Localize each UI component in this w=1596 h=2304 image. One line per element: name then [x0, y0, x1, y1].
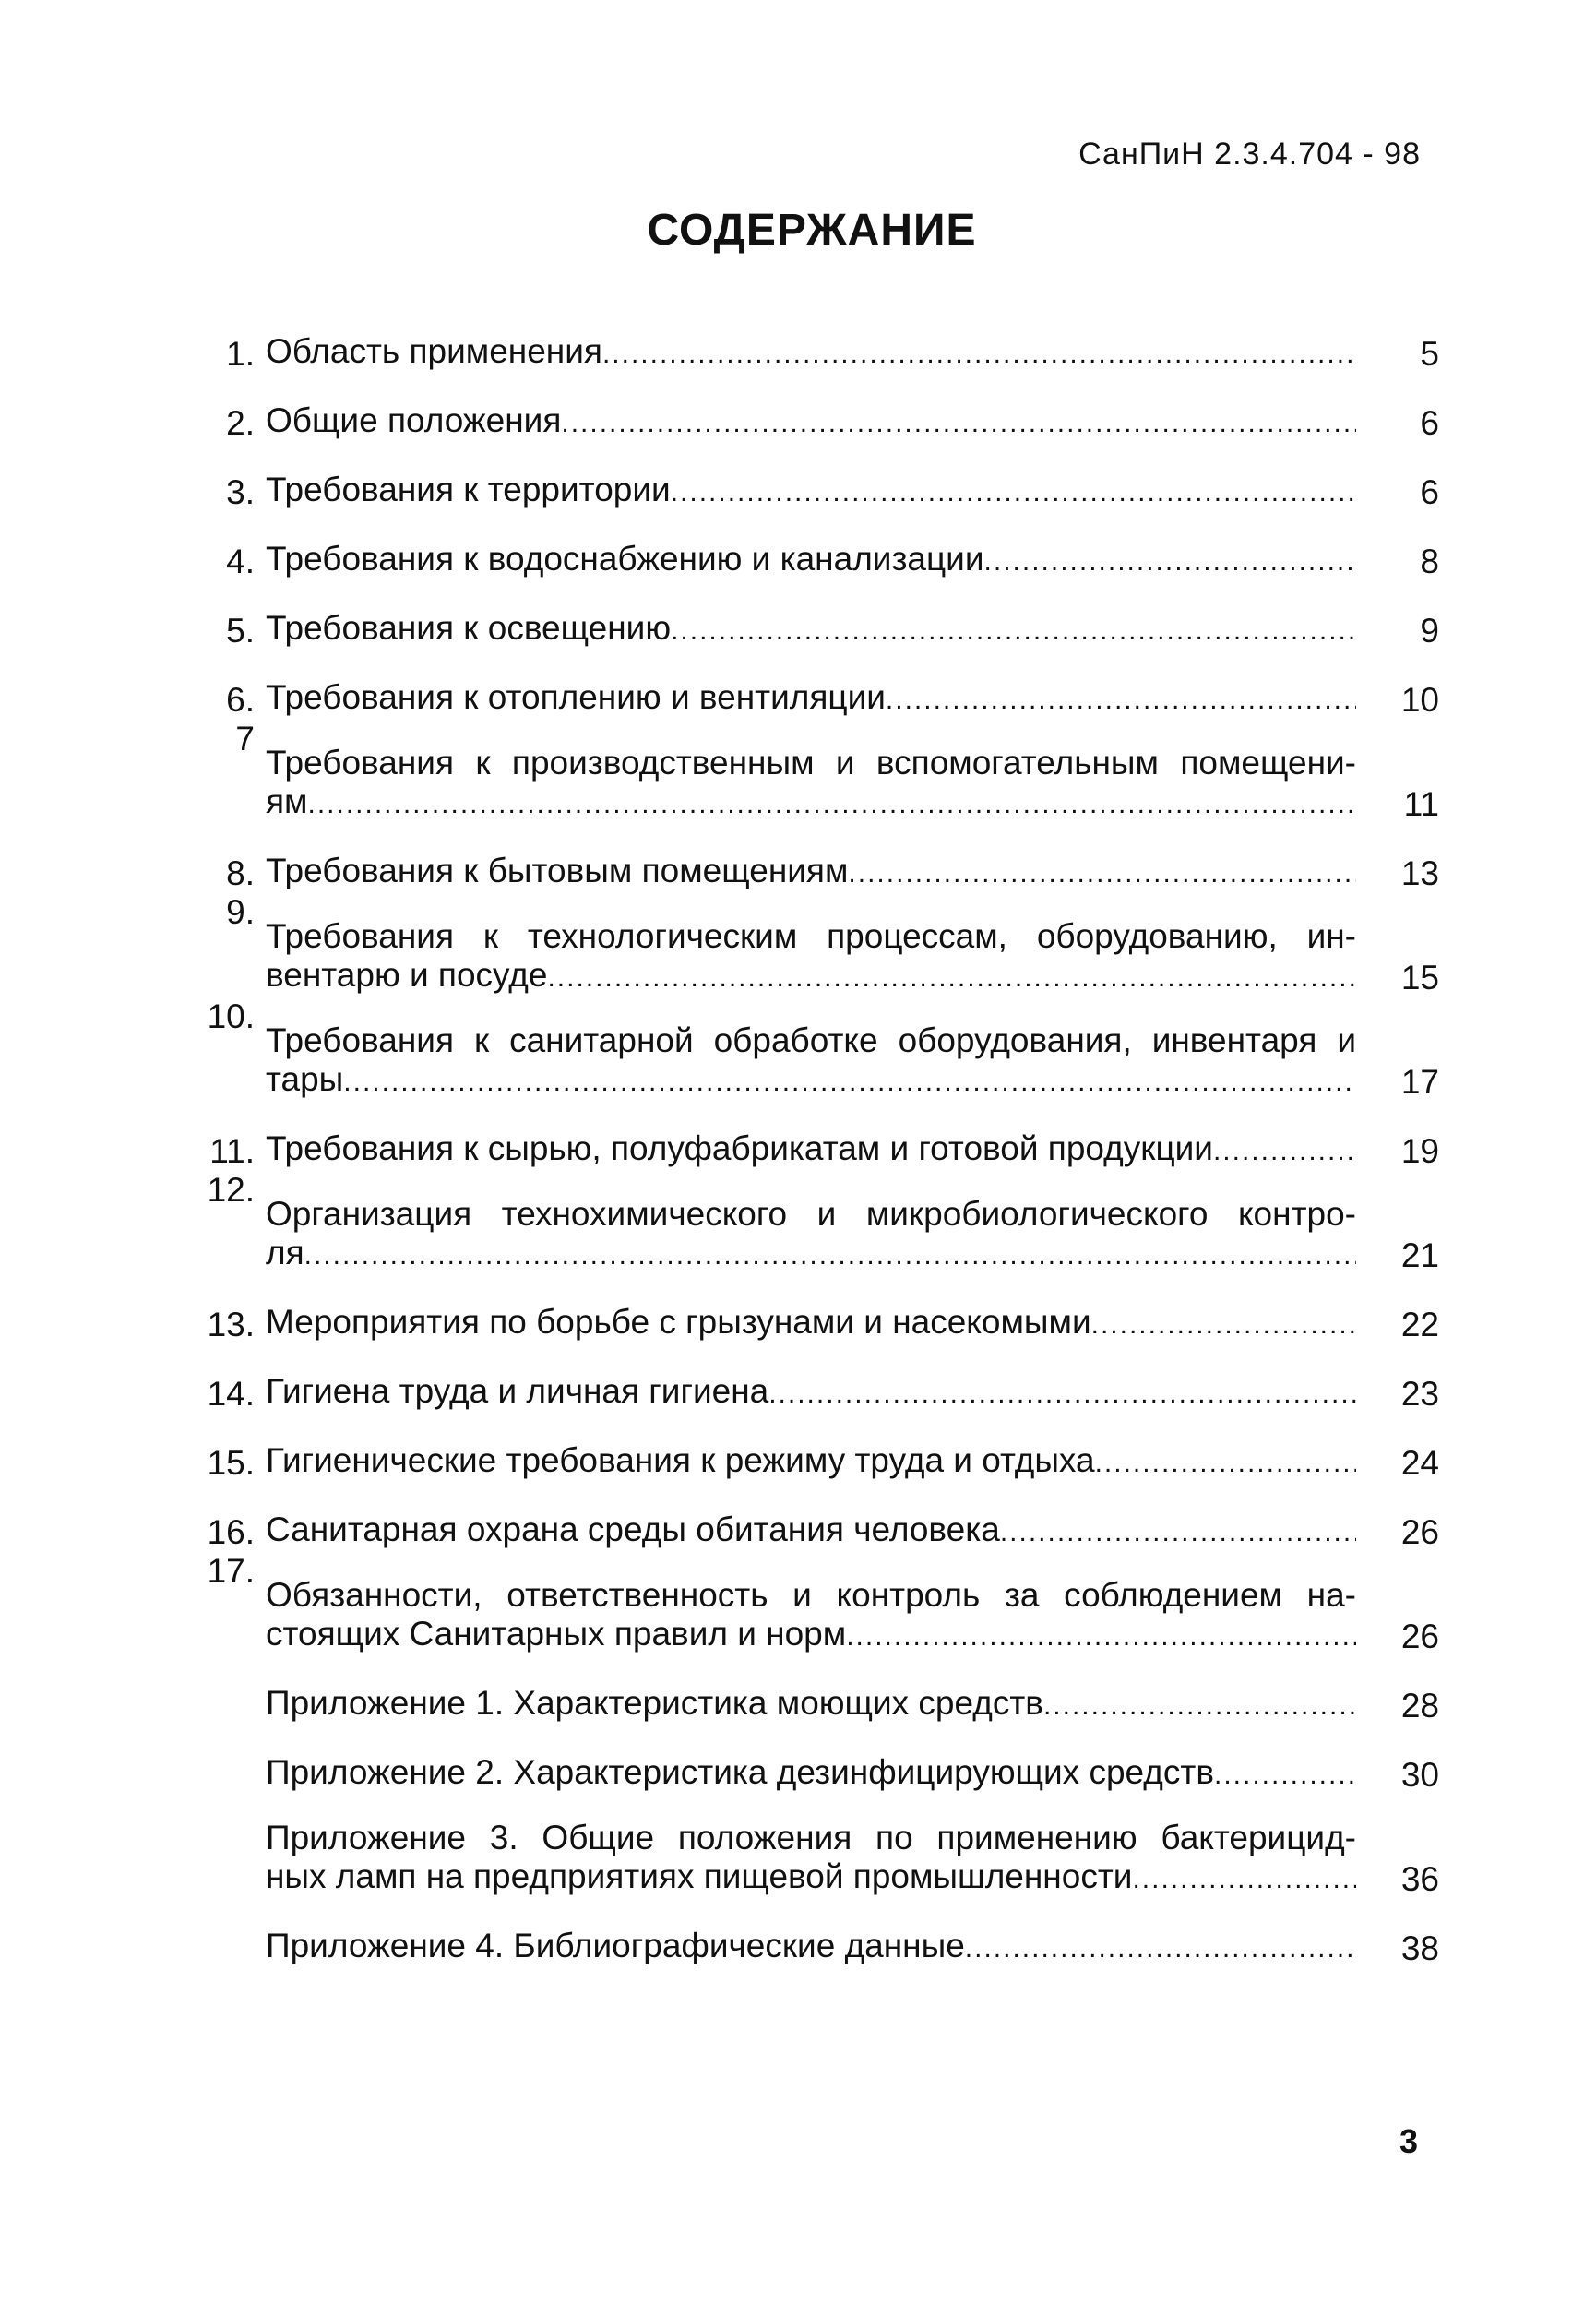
- toc-entry[interactable]: [194, 1171, 1439, 1275]
- page-title: СОДЕРЖАНИЕ: [647, 206, 977, 255]
- toc-entry-number: 4.: [226, 543, 255, 580]
- dot-leader: [984, 543, 1356, 581]
- toc-entry-page: 36: [1400, 1860, 1439, 1898]
- dot-leader: [1213, 1132, 1356, 1171]
- dot-leader: [886, 681, 1356, 720]
- toc-entry[interactable]: [194, 512, 1439, 581]
- toc-entry-text-line: Обязанности, ответственность и контроль за соблюдением на-: [266, 1576, 1356, 1614]
- toc-entry-number: 16.: [207, 1513, 255, 1551]
- toc-entry-number: 13.: [207, 1306, 255, 1343]
- toc-entry-page: 30: [1400, 1756, 1439, 1794]
- toc-entry-body: [266, 1195, 1375, 1275]
- dot-leader: [1095, 1444, 1356, 1483]
- dot-leader: [1043, 1687, 1356, 1725]
- toc-entry-number: 11.: [209, 1132, 255, 1170]
- toc-entry-body: [266, 1576, 1375, 1656]
- toc-entry[interactable]: [194, 1725, 1439, 1795]
- toc-entry-body: [266, 471, 1375, 512]
- toc-entry-number: 17.: [207, 1552, 255, 1590]
- toc-entry-body: [266, 744, 1375, 824]
- toc-entry-page: 24: [1400, 1444, 1439, 1482]
- dot-leader: [768, 1375, 1356, 1414]
- dot-leader: [343, 1063, 1356, 1102]
- dot-leader: [846, 1618, 1356, 1656]
- toc-entry-text: Гигиенические требования к режиму труда и отдыха: [266, 1441, 1095, 1479]
- toc-entry-text: Санитарная охрана среды обитания человека: [266, 1510, 1000, 1548]
- toc-entry[interactable]: [194, 581, 1439, 651]
- page-number: 3: [1399, 2122, 1418, 2160]
- toc-entry-page: 19: [1400, 1132, 1439, 1170]
- toc-entry[interactable]: [194, 1899, 1439, 1968]
- toc-entry-text: Приложение 1. Характеристика моющих средств: [266, 1684, 1043, 1722]
- toc-entry-page: 23: [1400, 1375, 1439, 1413]
- toc-entry[interactable]: [194, 893, 1439, 997]
- toc-entry-text: ям: [266, 782, 308, 820]
- toc-entry-number: 8.: [226, 854, 255, 892]
- dot-leader: [671, 473, 1356, 512]
- toc-entry-text: Приложение 4. Библиографические данные: [266, 1927, 965, 1964]
- toc-entry-body: [266, 852, 1375, 893]
- toc-entry-body: [266, 1441, 1375, 1483]
- toc-entry-body: [266, 1927, 1375, 1968]
- toc-entry-text-line: Требования к санитарной обработке оборудования, инвентаря и: [266, 1021, 1356, 1059]
- toc-entry[interactable]: [194, 1795, 1439, 1899]
- toc-entry-page: 11: [1403, 785, 1439, 823]
- toc-entry-text: Гигиена труда и личная гигиена: [266, 1372, 769, 1410]
- toc-entry[interactable]: [194, 1552, 1439, 1656]
- toc-entry[interactable]: [194, 374, 1439, 443]
- toc-entry-text: стоящих Санитарных правил и норм: [266, 1615, 847, 1653]
- toc-entry-number: 12.: [207, 1171, 255, 1209]
- toc-entry-page: 13: [1400, 854, 1439, 892]
- toc-entry-body: [266, 609, 1375, 651]
- toc-entry-text: ля: [266, 1234, 304, 1271]
- toc-entry-page: 10: [1400, 681, 1439, 719]
- toc-entry-text-line: Требования к технологическим процессам, оборудованию, ин-: [266, 917, 1356, 955]
- toc-entry-body: [266, 1021, 1375, 1102]
- toc-entry-text: Требования к водоснабжению и канализации: [266, 540, 984, 578]
- toc-entry-number: 1.: [226, 335, 255, 373]
- toc-entry-text: ных ламп на предприятиях пищевой промышленности: [266, 1857, 1133, 1895]
- toc-entry-body: [266, 1684, 1375, 1725]
- toc-entry-number: 6.: [226, 681, 255, 719]
- toc-entry-page: 26: [1400, 1618, 1439, 1655]
- toc-entry-number: 5.: [226, 612, 255, 650]
- toc-entry-page: 26: [1400, 1513, 1439, 1551]
- dot-leader: [848, 854, 1356, 893]
- toc-entry-number: 14.: [207, 1375, 255, 1413]
- toc-entry[interactable]: [194, 304, 1439, 374]
- toc-entry-text: вентарю и посуде: [266, 956, 548, 994]
- toc-entry[interactable]: [194, 1344, 1439, 1414]
- toc-entry-page: 5: [1420, 335, 1439, 373]
- toc-entry[interactable]: [194, 1414, 1439, 1483]
- toc-entry-text-line: Требования к производственным и вспомогательным помещени-: [266, 744, 1356, 782]
- toc-entry-number: 15.: [207, 1444, 255, 1482]
- dot-leader: [1132, 1860, 1356, 1899]
- dot-leader: [1000, 1513, 1356, 1552]
- dot-leader: [1091, 1306, 1356, 1344]
- dot-leader: [602, 335, 1356, 374]
- toc-entry-text: Область применения: [266, 332, 602, 370]
- toc-entry-text: Требования к освещению: [266, 609, 672, 647]
- toc-entry-page: 6: [1420, 473, 1439, 511]
- toc-entry[interactable]: [194, 651, 1439, 720]
- toc-entry-body: [266, 1753, 1375, 1795]
- toc-entry-page: 28: [1400, 1687, 1439, 1725]
- toc-entry-body: [266, 332, 1375, 374]
- toc-entry-text-line: Организация технохимического и микробиологического контро-: [266, 1195, 1356, 1233]
- toc-entry-body: [266, 540, 1375, 581]
- table-of-contents: [194, 304, 1439, 1968]
- toc-entry-body: [266, 1129, 1375, 1171]
- toc-entry-text: Мероприятия по борьбе с грызунами и насекомыми: [266, 1303, 1091, 1341]
- toc-entry-page: 17: [1400, 1063, 1439, 1101]
- toc-entry-body: [266, 401, 1375, 443]
- toc-entry-number: 9.: [226, 893, 255, 931]
- toc-entry[interactable]: [194, 824, 1439, 893]
- toc-entry-text: тары: [266, 1060, 344, 1098]
- toc-entry-number: 3.: [226, 473, 255, 511]
- dot-leader: [1214, 1756, 1356, 1795]
- toc-entry-page: 8: [1420, 543, 1439, 580]
- toc-entry-body: [266, 1510, 1375, 1552]
- dot-leader: [965, 1929, 1356, 1968]
- toc-entry-page: 21: [1400, 1236, 1439, 1274]
- toc-entry-body: [266, 1819, 1375, 1899]
- toc-entry-body: [266, 1303, 1375, 1344]
- toc-entry-number: 2.: [226, 404, 255, 442]
- toc-entry-body: [266, 1372, 1375, 1414]
- toc-entry[interactable]: [194, 720, 1439, 824]
- toc-entry-page: 15: [1400, 959, 1439, 997]
- toc-entry[interactable]: [194, 1483, 1439, 1552]
- toc-entry-page: 6: [1420, 404, 1439, 442]
- dot-leader: [671, 612, 1356, 651]
- dot-leader: [304, 1236, 1356, 1275]
- dot-leader: [307, 785, 1356, 824]
- toc-entry-text: Требования к бытовым помещениям: [266, 852, 849, 889]
- toc-entry-text: Требования к отоплению и вентиляции: [266, 678, 886, 716]
- toc-entry-number: 7: [235, 720, 255, 758]
- toc-entry-text-line: Приложение 3. Общие положения по применению бактерицид-: [266, 1819, 1356, 1856]
- toc-entry-text: Приложение 2. Характеристика дезинфицирующих средств: [266, 1753, 1214, 1791]
- toc-entry-text: Требования к территории: [266, 471, 671, 508]
- toc-entry[interactable]: [194, 1102, 1439, 1171]
- toc-entry-number: 10.: [207, 997, 255, 1035]
- document-code: СанПиН 2.3.4.704 - 98: [1078, 137, 1421, 172]
- toc-entry-text: Требования к сырью, полуфабрикатам и готовой продукции: [266, 1129, 1213, 1167]
- dot-leader: [547, 959, 1356, 997]
- toc-entry-page: 22: [1400, 1306, 1439, 1343]
- toc-entry[interactable]: [194, 1656, 1439, 1725]
- toc-entry-text: Общие положения: [266, 401, 562, 439]
- dot-leader: [561, 404, 1356, 443]
- toc-entry-body: [266, 678, 1375, 720]
- toc-entry-page: 9: [1420, 612, 1439, 650]
- toc-entry[interactable]: [194, 443, 1439, 512]
- toc-entry-body: [266, 917, 1375, 997]
- toc-entry[interactable]: [194, 997, 1439, 1102]
- toc-entry-page: 38: [1400, 1929, 1439, 1967]
- toc-entry[interactable]: [194, 1275, 1439, 1344]
